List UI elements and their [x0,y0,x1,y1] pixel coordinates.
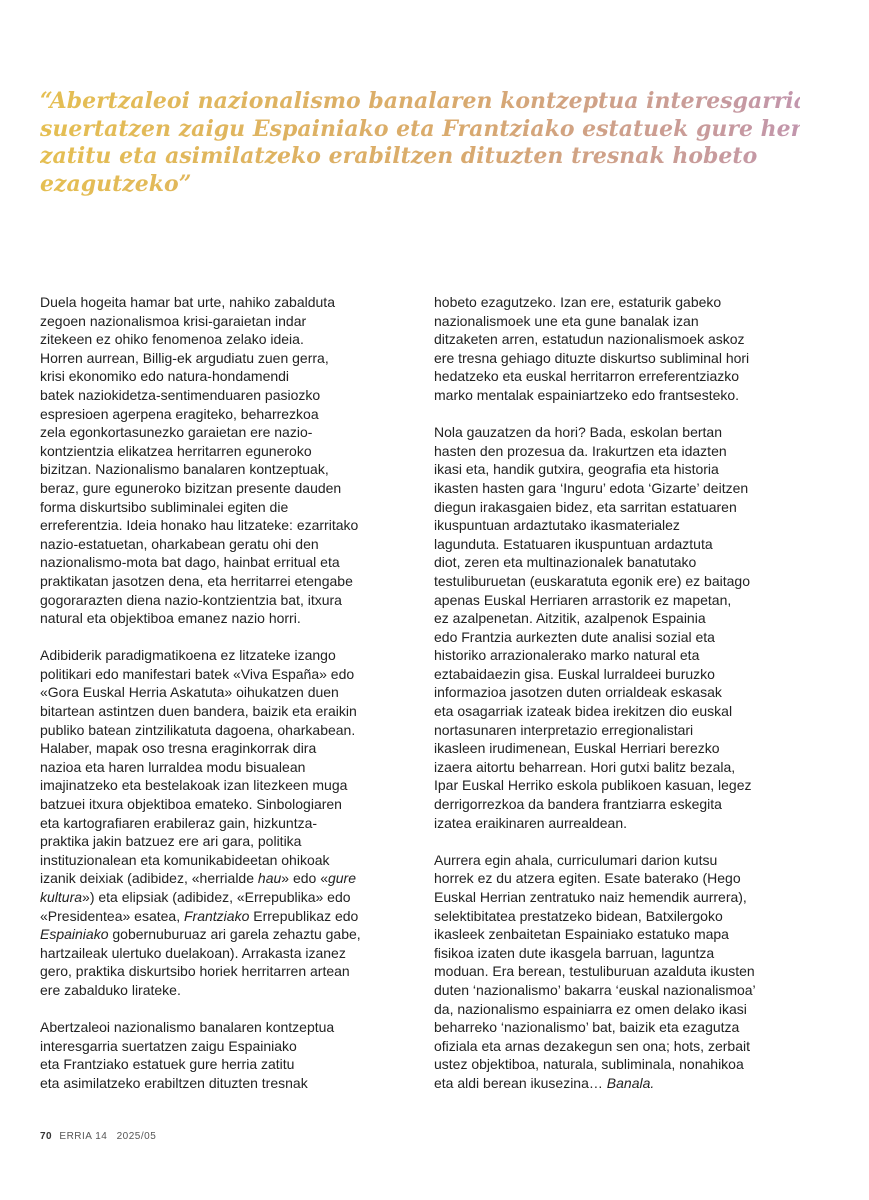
text-line: ikasleen irudimenean, Euskal Herriari berezko [434,740,720,757]
text-line [40,869,415,888]
text-line: selektibitatea prestatzeko bidean, Batxilergoko [434,907,723,924]
text-line: nazio-estatuetan, oharkabean geratu ohi den [40,535,319,552]
text-run: gobernuburuaz ari garela zehaztu gabe, [108,926,361,943]
text-line: derrigorrezkoa da bandera frantziarra eskegita [434,796,722,813]
paragraph-conclusion-start [40,1018,415,1092]
text-line: kontzientzia elikatzea herritarren eguneroko [40,442,312,459]
text-line: «Gora Euskal Herria Askatuta» oihukatzen duen [40,684,339,701]
text-line: forma diskurtsibo subliminalei egiten die [40,498,289,515]
text-line: lagunduta. Estatuaren ikuspuntuan ardaztuta [434,535,713,552]
text-line [434,1074,819,1093]
text-line: eta osagarriak izateak bidea irekitzen dio euskal [434,703,733,720]
text-line: izatea eraikinaren aurrealdean. [434,814,628,831]
text-line: natural eta objektiboa emanez nazio horri. [40,610,301,627]
text-line: apenas Euskal Herriaren arrastorik ez mapetan, [434,591,732,608]
text-line: Adibiderik paradigmatikoena ez litzateke izango [40,647,336,664]
left-column [40,293,415,1111]
text-line: praktikatan jasotzen dena, eta herritarrei etengabe [40,572,353,589]
text-line [40,907,415,926]
text-line: fisikoa izaten dute ikasgela barruan, laguntza [434,944,715,961]
text-line: hedatzeko eta euskal herritarron erreferentziazko [434,368,740,385]
text-line: ere tresna gehiago dituzte diskurtso subliminal hori [434,349,750,366]
text-line: hobeto ezagutzeko. Izan ere, estaturik gabeko [434,294,722,310]
text-line: hasten den prozesua da. Irakurtzen eta idazten [434,442,727,459]
text-line: ustez objektiboa, naturala, subliminala, nonahikoa [434,1056,744,1073]
text-line: interesgarria suertatzen zaigu Espainiako [40,1037,297,1054]
text-line: Halaber, mapak oso tresna eraginkorrak dira [40,740,317,757]
text-line: eztabaidaezin gisa. Euskal lurraldeei buruzko [434,665,715,682]
text-run: » edo « [281,870,328,887]
text-line: espresioen agerpena eragiteko, beharrezkoa [40,405,319,422]
text-line: beharreko ‘nazionalismo’ bat, baizik eta ezagutza [434,1019,740,1036]
text-line: nortasunaren interpretazio erregionalistari [434,721,694,738]
text-line: horrek ez du atzera egiten. Esate baterako (Hego [434,870,741,887]
text-line: Aurrera egin ahala, curriculumari darion kutsu [434,851,718,868]
pull-quote-line: ezagutzeko” [40,170,192,197]
pull-quote-line: “Abertzaleoi nazionalismo banalaren kontzeptua interesgarria [40,88,809,114]
pull-quote-line: zatitu eta asimilatzeko erabiltzen dituzten tresnak hobeto [40,143,758,169]
text-line: ikasi eta, handik gutxira, geografia eta historia [434,461,719,478]
text-line: Horren aurrean, Billig-ek argudiatu zuen gerra, [40,349,329,366]
pull-quote-line: suertatzen zaigu Espainiako eta Frantziako estatuek gure herria [40,115,837,142]
text-line: Euskal Herrian zentratuko naiz hemendik aurrera), [434,889,747,905]
paragraph-examples [40,646,415,999]
italic-run: Espainiako [40,926,109,943]
text-line: ere zabalduko lirateke. [40,981,181,998]
paragraph-continuation [434,293,819,405]
text-line: publiko batean zintzilikatuta dagoena, oharkabean. [40,721,356,738]
text-line: Duela hogeita hamar bat urte, nahiko zabalduta [40,294,335,310]
page-footer [40,1131,156,1142]
text-line: izaera aitortu beharrean. Hori gutxi balitz bezala, [434,758,736,775]
text-line: ikuspuntuan ardaztutako ikasmaterialez [434,517,680,534]
text-line: gero, praktika diskurtsibo horiek herritarren artean [40,963,350,980]
text-line: eta kartografiaren erabileraz gain, hizkuntza- [40,814,318,831]
text-line: beraz, gure eguneroko bizitzan presente dauden [40,479,342,496]
text-line: bitartean astintzen duen bandera, baizik eta eraikin [40,703,357,720]
text-line: informazioa jasotzen duten orrialdeak eskasak [434,684,722,701]
italic-run: gure [327,870,357,887]
text-line: bizitzan. Nazionalismo banalaren kontzeptuak, [40,461,329,478]
text-line: zitekeen ez ohiko fenomenoa zelako ideia. [40,331,304,348]
text-line: erreferentzia. Ideia honako hau litzateke: ezarritako [40,517,359,534]
text-line: ikasten hasten gara ‘Inguru’ edota ‘Gizarte’ deitzen [434,479,749,496]
text-line: historiko arrazionalerako marko natural eta [434,647,700,664]
magazine-issue: ERRIA 14 [59,1131,108,1142]
italic-run: hau [257,870,282,887]
issue-date: 2025/05 [116,1131,157,1142]
paragraph-curriculum [434,851,819,1093]
text-line: batzuei itxura objektiboa emateko. Sinbologiaren [40,796,342,813]
text-line: diegun irakasgaien bidez, eta sarritan estatuaren [434,498,737,515]
text-line [40,888,415,907]
text-line: edo Frantzia aurkezten dute analisi sozial eta [434,628,715,645]
text-line: nazioa eta haren lurraldea modu bisualean [40,758,306,775]
text-line: Ipar Euskal Herriko eskola publikoen kasuan, legez [434,777,752,794]
text-line: Abertzaleoi nazionalismo banalaren kontzeptua [40,1019,335,1036]
text-line: testuliburuetan (euskaratuta egonik ere) ez baitago [434,572,750,589]
text-line: duten ‘nazionalismo’ bakarra ‘euskal nazionalismoa’ [434,981,756,998]
text-run: Errepublikaz edo [249,907,359,924]
paragraph-intro [40,293,415,628]
paragraph-school [434,423,819,832]
text-line: praktika jakin batzuez ere ari gara, politika [40,833,302,850]
text-line: ikasleek zenbaitetan Espainiako estatuko mapa [434,926,729,943]
text-run: izanik deixiak (adibidez, «herrialde [40,870,258,887]
text-line: hartzaileak ulertuko duelakoan). Arrakasta izanez [40,944,346,961]
italic-run: Banala. [606,1074,655,1091]
text-line: eta asimilatzeko erabiltzen dituzten tresnak [40,1074,308,1091]
text-line: Nola gauzatzen da hori? Bada, eskolan bertan [434,424,722,441]
text-line: zegoen nazionalismoa krisi-garaietan indar [40,312,307,329]
text-line: ez azalpenetan. Aitzitik, azalpenok Espainia [434,610,706,627]
pull-quote [40,88,837,198]
text-line: instituzionalean eta komunikabideetan ohikoak [40,851,330,868]
page-number: 70 [40,1131,53,1142]
text-line: krisi ekonomiko edo natura-hondamendi [40,368,290,385]
text-line: ofiziala eta arnas dezakegun sen ona; hots, zerbait [434,1037,750,1054]
italic-run: kultura [40,889,83,905]
text-line: gogorarazten diena nazio-kontzientzia bat, itxura [40,591,342,608]
text-line: nazionalismoek une eta gune banalak izan [434,312,699,329]
text-line: eta Frantziako estatuek gure herria zatitu [40,1056,295,1073]
text-line: da, nazionalismo espainiarra ez omen delako ikasi [434,1000,747,1017]
text-line: moduan. Era berean, testuliburuan azalduta ikusten [434,963,755,980]
text-line: batek naziokidetza-sentimenduaren pasiozko [40,386,321,403]
text-line: politikari edo manifestari batek «Viva España» edo [40,665,355,682]
text-run: «Presidentea» esatea, [40,907,184,924]
text-line: imajinatzeko eta bestelakoak izan litezkeen muga [40,777,348,794]
text-run: ») eta elipsiak (adibidez, «Errepublika» edo [82,889,351,905]
text-line: diot, zeren eta multinazionalek banatutako [434,554,697,571]
text-line: zela egonkortasunezko garaietan ere nazio- [40,424,313,441]
text-run: eta aldi berean ikusezina… [434,1074,607,1091]
text-line: nazionalismo-mota bat dago, hainbat erritual eta [40,554,340,571]
text-line: ditzaketen arren, estatudun nazionalismoek askoz [434,331,745,348]
right-column [434,293,819,1111]
text-line [40,925,415,944]
italic-run: Frantziako [184,907,250,924]
text-line: marko mentalak espainiartzeko edo frantsesteko. [434,386,740,403]
